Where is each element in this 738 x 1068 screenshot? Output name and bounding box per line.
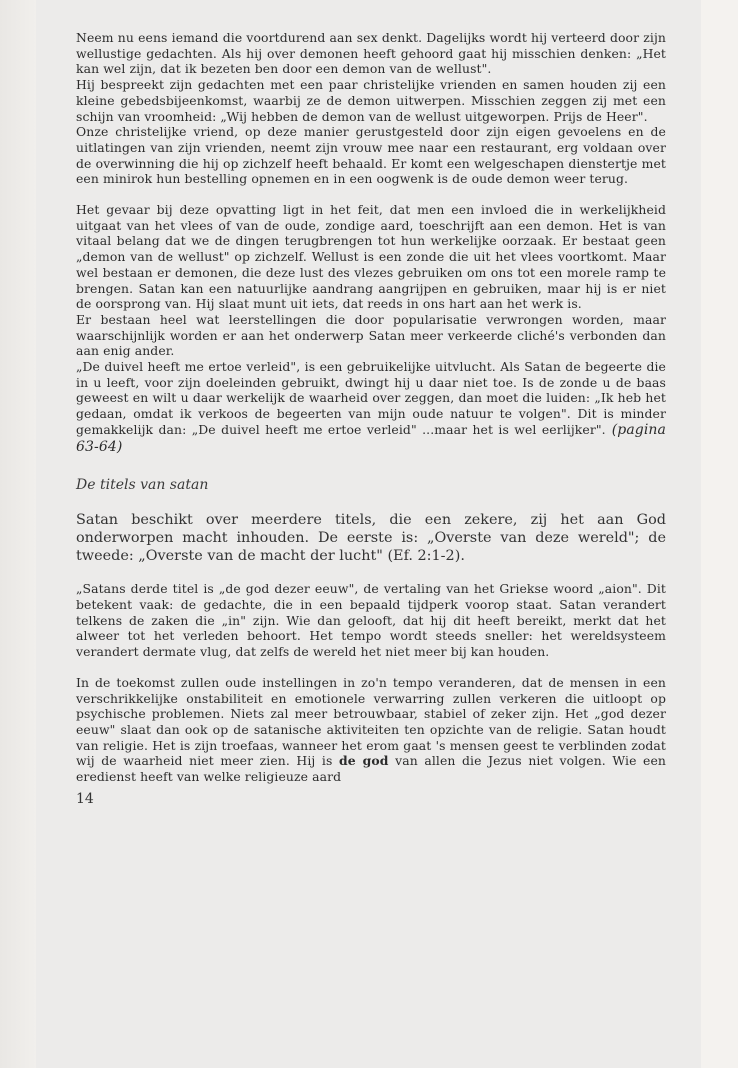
paragraph: Het gevaar bij deze opvatting ligt in het feit, dat men een invloed die in werkelijkheid uitgaat van het vlees of van de oude, zondige aard, toeschrijft aan een demon. Het is van vitaal belang dat we de dingen terugbrengen tot hun werkelijke oorzaak. Er bestaat geen „demon van de wellust" op zichzelf. Wellust is een zonde die uit het vlees voortkomt. Maar wel bestaan er demonen, die deze lust des vlezes gebruiken om ons tot een morele ramp te brengen. Satan kan een natuurlijke aandrang aangrijpen en gebruiken, maar hij is er niet de oorsprong van. Hij slaat munt uit iets, dat reeds in ons hart aan het werk is. [76, 202, 666, 312]
page-content [76, 30, 666, 807]
paragraph-text: In de toekomst zullen oude instellingen in zo'n tempo veranderen, dat de mensen in een verschrikkelijke onstabiliteit en emotionele verwarring zullen verkeren die uitloopt op psychische problemen. Niets zal meer betrouwbaar, stabiel of zeker zijn. Het „god dezer eeuw" slaat dan ook op de satanische aktiviteiten ten opzichte van de religie. Satan houdt van religie. Het is zijn troefaas, wanneer het erom gaat 's mensen geest te verblinden zodat wij de waarheid niet meer zien. Hij is [76, 674, 666, 769]
book-page [36, 0, 701, 1068]
paragraph: Hij bespreekt zijn gedachten met een paar christelijke vrienden en samen houden zij een kleine gebedsbijeenkomst, waarbij ze de demon uitwerpen. Misschien zeggen zij met een schijn van vroomheid: „Wij hebben de demon van de wellust uitgeworpen. Prijs de Heer". [76, 77, 666, 124]
paragraph-text: van allen die Jezus niet volgen. Wie een eredienst heeft van welke religieuze aard [76, 753, 666, 785]
scan-margin [0, 0, 36, 1068]
page-citation: (pagina 63-64) [76, 421, 666, 455]
lead-paragraph: Satan beschikt over meerdere titels, die een zekere, zij het aan God onderworpen macht inhouden. De eerste is: „Overste van deze wereld"; de tweede: „Overste van de macht der lucht" (Ef. 2:1-2). [76, 512, 666, 565]
paragraph-with-citation [76, 359, 666, 455]
page-number: 14 [76, 790, 94, 807]
paragraph-text: „De duivel heeft me ertoe verleid", is een gebruikelijke uitvlucht. Als Satan de begeerte die in u leeft, voor zijn doeleinden gebruikt, dwingt hij u daar niet toe. Is de zonde u de baas geweest en wilt u daar werkelijk de waarheid over zeggen, dan moet die luiden: „Ik heb het gedaan, omdat ik verkoos de begeerten van mijn oude natuur te volgen". Dit is minder gemakkelijk dan: „De duivel heeft me ertoe verleid" ...maar het is wel eerlijker". [76, 359, 666, 437]
quote-block-1 [76, 30, 666, 187]
quote-block-2 [76, 202, 666, 455]
paragraph [76, 675, 666, 785]
paragraph-block-3 [76, 581, 666, 660]
section-heading: De titels van satan [76, 477, 209, 494]
paragraph-block-4 [76, 675, 666, 785]
paragraph: Er bestaan heel wat leerstellingen die door popularisatie verwrongen worden, maar waarschijnlijk worden er aan het onderwerp Satan meer verkeerde cliché's verbonden dan aan enig ander. [76, 311, 666, 359]
paragraph: Onze christelijke vriend, op deze manier gerustgesteld door zijn eigen gevoelens en de uitlatingen van zijn vrienden, neemt zijn vrouw mee naar een restaurant, erg voldaan over de overwinning die hij op zichzelf heeft behaald. Er komt een welgeschapen dienstertje met een minirok hun bestelling opnemen en in een oogwenk is de oude demon weer terug. [76, 124, 666, 187]
bold-emphasis: de god [338, 753, 389, 769]
paragraph: „Satans derde titel is „de god dezer eeuw", de vertaling van het Griekse woord „aion". Dit betekent vaak: de gedachte, die in een bepaald tijdperk voorop staat. Satan verandert telkens de zaken die „in" zijn. Wie dan gelooft, dat hij dit heeft bereikt, merkt dat het alweer tot het verleden behoort. Het tempo wordt steeds sneller: het wereldsysteem verandert dermate vlug, dat zelfs de wereld het niet meer bij kan houden. [76, 581, 666, 660]
paragraph: Neem nu eens iemand die voortdurend aan sex denkt. Dagelijks wordt hij verteerd door zijn wellustige gedachten. Als hij over demonen heeft gehoord gaat hij misschien denken: „Het kan wel zijn, dat ik bezeten ben door een demon van de wellust". [76, 30, 666, 77]
